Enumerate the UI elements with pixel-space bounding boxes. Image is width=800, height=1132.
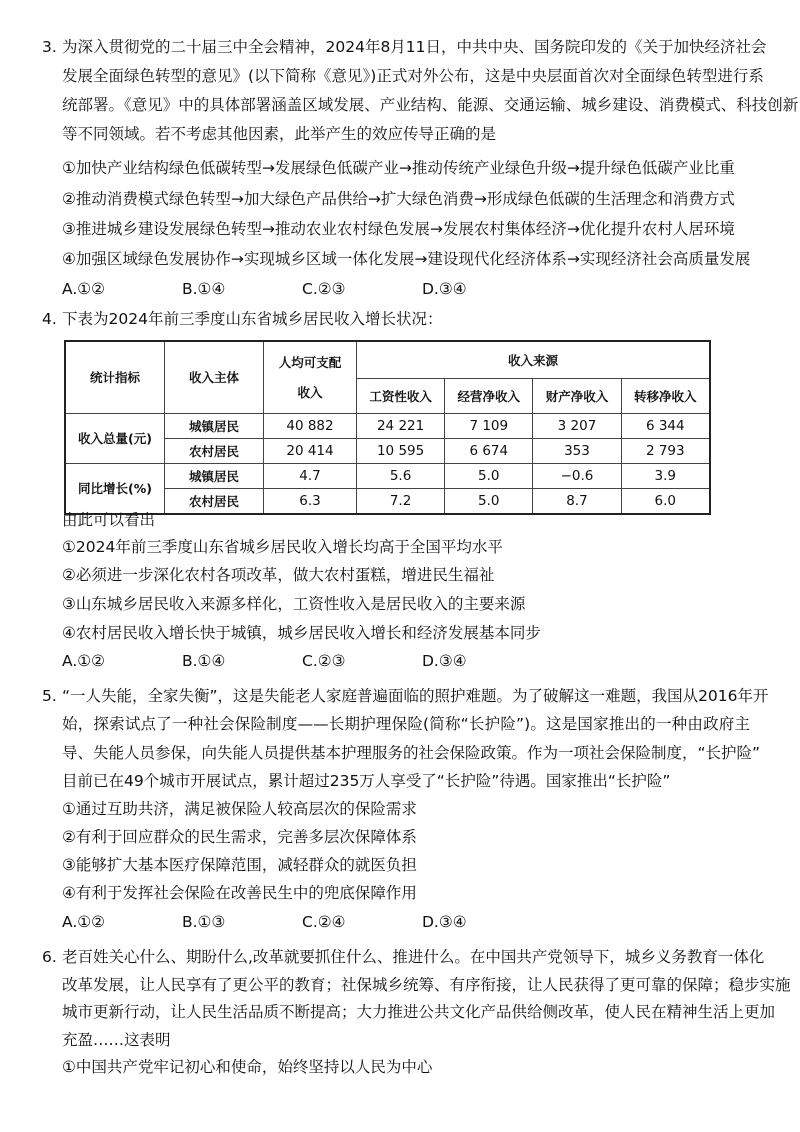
q3-item: ①加快产业结构绿色低碳转型→发展绿色低碳产业→推动传统产业绿色升级→提升绿色低碳产业比重: [62, 159, 735, 177]
q3-stem-line: 3. 为深入贯彻党的二十届三中全会精神，2024年8月11日，中共中央、国务院印发的《关于加快经济社会: [42, 38, 767, 56]
q4-number: 4.: [42, 310, 57, 328]
q3-stem-line: 统部署。《意见》中的具体部署涵盖区域发展、产业结构、能源、交通运输、城乡建设、消费模式、科技创新: [62, 96, 799, 114]
table-row: 农村居民 20 414 10 595 6 674 353 2 793: [65, 438, 710, 463]
q3-number: 3.: [42, 38, 57, 56]
q5-stem-line: 导、失能人员参保，向失能人员提供基本护理服务的社会保险政策。作为一项社会保险制度，“长护险”: [62, 744, 761, 762]
option-d[interactable]: D.③④: [422, 652, 467, 670]
q4-item: ③山东城乡居民收入来源多样化，工资性收入是居民收入的主要来源: [62, 595, 526, 613]
option-d[interactable]: D.③④: [422, 913, 467, 931]
q4-lead: 由此可以看出: [62, 511, 156, 529]
header-disposable: 人均可支配 收入: [264, 341, 357, 413]
option-a[interactable]: A.①②: [62, 652, 106, 670]
q3-item: ②推动消费模式绿色转型→加大绿色产品供给→扩大绿色消费→形成绿色低碳的生活理念和消费方式: [62, 190, 735, 208]
q4-item: ④农村居民收入增长快于城镇，城乡居民收入增长和经济发展基本同步: [62, 624, 541, 642]
q4-item: ②必须进一步深化农村各项改革，做大农村蛋糕，增进民生福祉: [62, 566, 495, 584]
header-col: 工资性收入: [357, 378, 445, 413]
income-table: [64, 340, 711, 515]
q6-stem-line: 改革发展，让人民享有了更公平的教育；社保城乡统筹、有序衔接，让人民获得了更可靠的保障；稳步实施: [62, 976, 791, 994]
q6-stem-line: 6. 老百姓关心什么、期盼什么,改革就要抓住什么、推进什么。在中国共产党领导下，城乡义务教育一体化: [42, 948, 765, 966]
q3-stem-line: 等不同领域。若不考虑其他因素，此举产生的效应传导正确的是: [62, 125, 497, 143]
option-a[interactable]: A.①②: [62, 280, 106, 298]
option-b[interactable]: B.①④: [182, 652, 226, 670]
q5-stem-line: 目前已在49个城市开展试点，累计超过235万人享受了“长护险”待遇。国家推出“长护险”: [62, 772, 671, 790]
q5-item: ①通过互助共济，满足被保险人较高层次的保险需求: [62, 800, 417, 818]
q5-item: ③能够扩大基本医疗保障范围，减轻群众的就医负担: [62, 856, 417, 874]
header-col: 财产净收入: [533, 378, 621, 413]
option-a[interactable]: A.①②: [62, 913, 106, 931]
q6-stem-line: 城市更新行动，让人民生活品质不断提高；大力推进公共文化产品供给侧改革，使人民在精神生活上更加: [62, 1003, 776, 1021]
header-col: 转移净收入: [621, 378, 710, 413]
q3-item: ③推进城乡建设发展绿色转型→推动农业农村绿色发展→发展农村集体经济→优化提升农村人居环境: [62, 220, 735, 238]
q5-number: 5.: [42, 687, 57, 705]
header-subject: 收入主体: [165, 341, 264, 413]
q5-stem-line: 5. “一人失能，全家失衡”，这是失能老人家庭普遍面临的照护难题。为了破解这一难题，我国从2016年开: [42, 687, 769, 705]
option-b[interactable]: B.①③: [182, 913, 226, 931]
q6-item: ①中国共产党牢记初心和使命，始终坚持以人民为中心: [62, 1058, 433, 1076]
header-col: 经营净收入: [445, 378, 533, 413]
table-row: 同比增长(%) 城镇居民 4.7 5.6 5.0 −0.6 3.9: [65, 463, 710, 488]
q4-stem: 4. 下表为2024年前三季度山东省城乡居民收入增长状况：: [42, 310, 443, 328]
option-c[interactable]: C.②③: [302, 652, 346, 670]
table-row: 收入总量(元) 城镇居民 40 882 24 221 7 109 3 207 6 344: [65, 413, 710, 438]
q5-item: ②有利于回应群众的民生需求，完善多层次保障体系: [62, 828, 417, 846]
q6-stem-line: 充盈……这表明: [62, 1031, 171, 1049]
table-row: 农村居民 6.3 7.2 5.0 8.7 6.0: [65, 488, 710, 514]
q4-item: ①2024年前三季度山东省城乡居民收入增长均高于全国平均水平: [62, 538, 503, 556]
q5-stem-line: 始，探索试点了一种社会保险制度——长期护理保险(简称“长护险”)。这是国家推出的一种由政府主: [62, 715, 750, 733]
header-sources: 收入来源: [357, 341, 711, 378]
q5-item: ④有利于发挥社会保险在改善民生中的兜底保障作用: [62, 884, 417, 902]
option-b[interactable]: B.①④: [182, 280, 226, 298]
option-c[interactable]: C.②④: [302, 913, 346, 931]
header-indicator: 统计指标: [65, 341, 165, 413]
q3-stem-line: 发展全面绿色转型的意见》(以下简称《意见》)正式对外公布，这是中央层面首次对全面绿色转型进行系: [62, 67, 764, 85]
option-c[interactable]: C.②③: [302, 280, 346, 298]
q6-number: 6.: [42, 948, 57, 966]
q3-item: ④加强区域绿色发展协作→实现城乡区域一体化发展→建设现代化经济体系→实现经济社会高质量发展: [62, 250, 751, 268]
option-d[interactable]: D.③④: [422, 280, 467, 298]
